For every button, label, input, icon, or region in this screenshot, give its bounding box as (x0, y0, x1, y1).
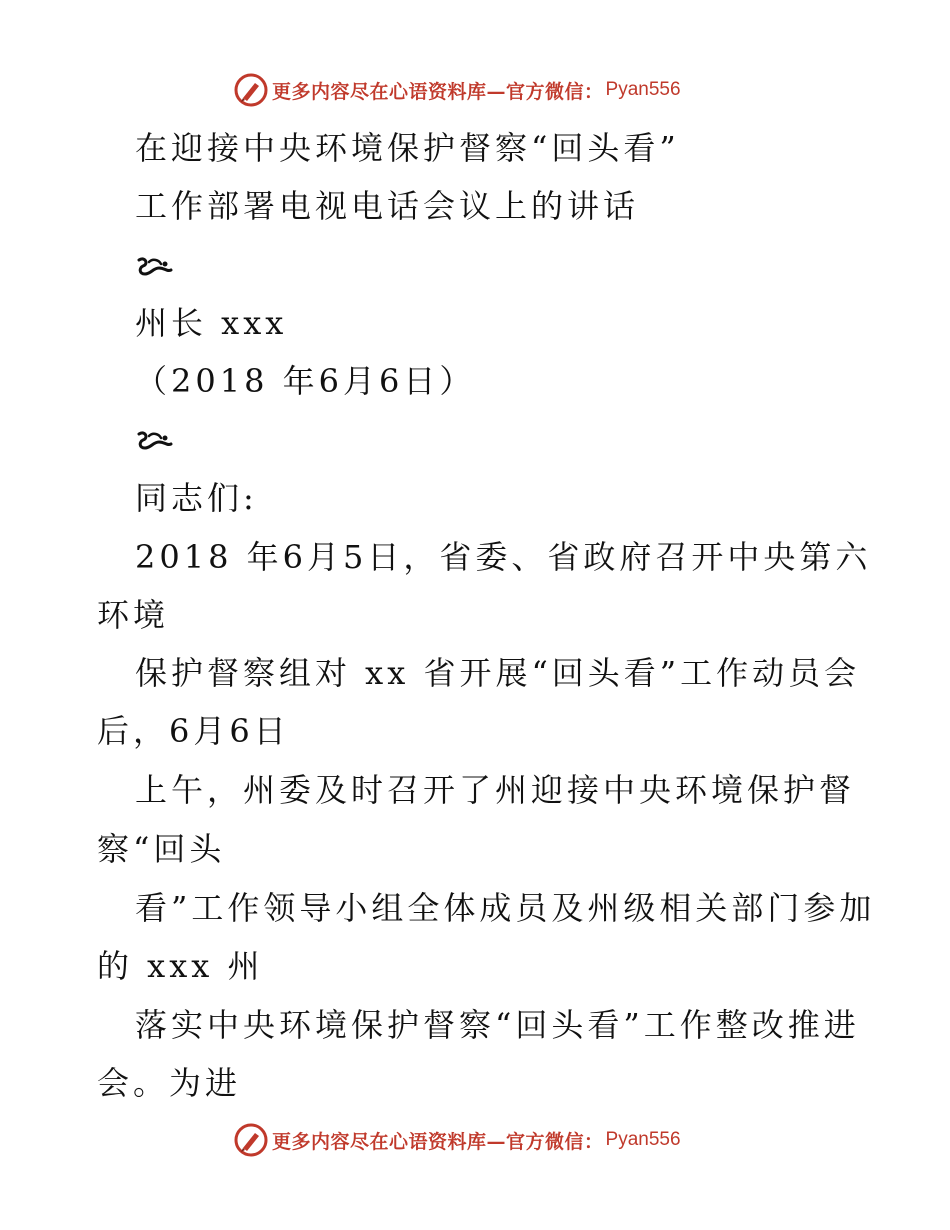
pen-logo-icon (234, 73, 268, 107)
title-line-2: 工作部署电视电话会议上的讲话 (135, 187, 640, 225)
body-line: 落实中央环境保护督察“回头看”工作整改推进 (135, 1006, 860, 1044)
ornament-icon (135, 254, 173, 278)
watermark-text: 更多内容尽在心语资料库—官方微信： (272, 80, 604, 103)
body-line: 保护督察组对 xx 省开展“回头看”工作动员会 (135, 654, 861, 692)
pen-logo-icon (234, 1123, 268, 1157)
watermark-code: Pyan556 (605, 1129, 681, 1150)
body-line: 后，6月6日 (97, 712, 290, 750)
date-line: （2018 年6月6日） (135, 362, 476, 400)
salutation: 同志们: (135, 479, 258, 517)
footer-watermark (234, 1120, 681, 1160)
watermark-code: Pyan556 (605, 79, 681, 100)
body-line: 的 xxx 州 (97, 947, 264, 985)
body-line: 2018 年6月5日，省委、省政府召开中央第六 (135, 538, 872, 576)
body-line: 上午，州委及时召开了州迎接中央环境保护督 (135, 771, 856, 809)
body-line: 察“回头 (97, 830, 226, 868)
speaker-line: 州长 xxx (135, 304, 288, 342)
title-line-1: 在迎接中央环境保护督察“回头看” (135, 129, 680, 167)
ornament-icon (135, 428, 173, 452)
body-line: 环境 (97, 596, 170, 634)
body-line: 会。为进 (97, 1064, 242, 1102)
header-watermark (234, 70, 681, 110)
body-line: 看”工作领导小组全体成员及州级相关部门参加 (135, 889, 876, 927)
watermark-text: 更多内容尽在心语资料库—官方微信： (272, 1130, 604, 1153)
